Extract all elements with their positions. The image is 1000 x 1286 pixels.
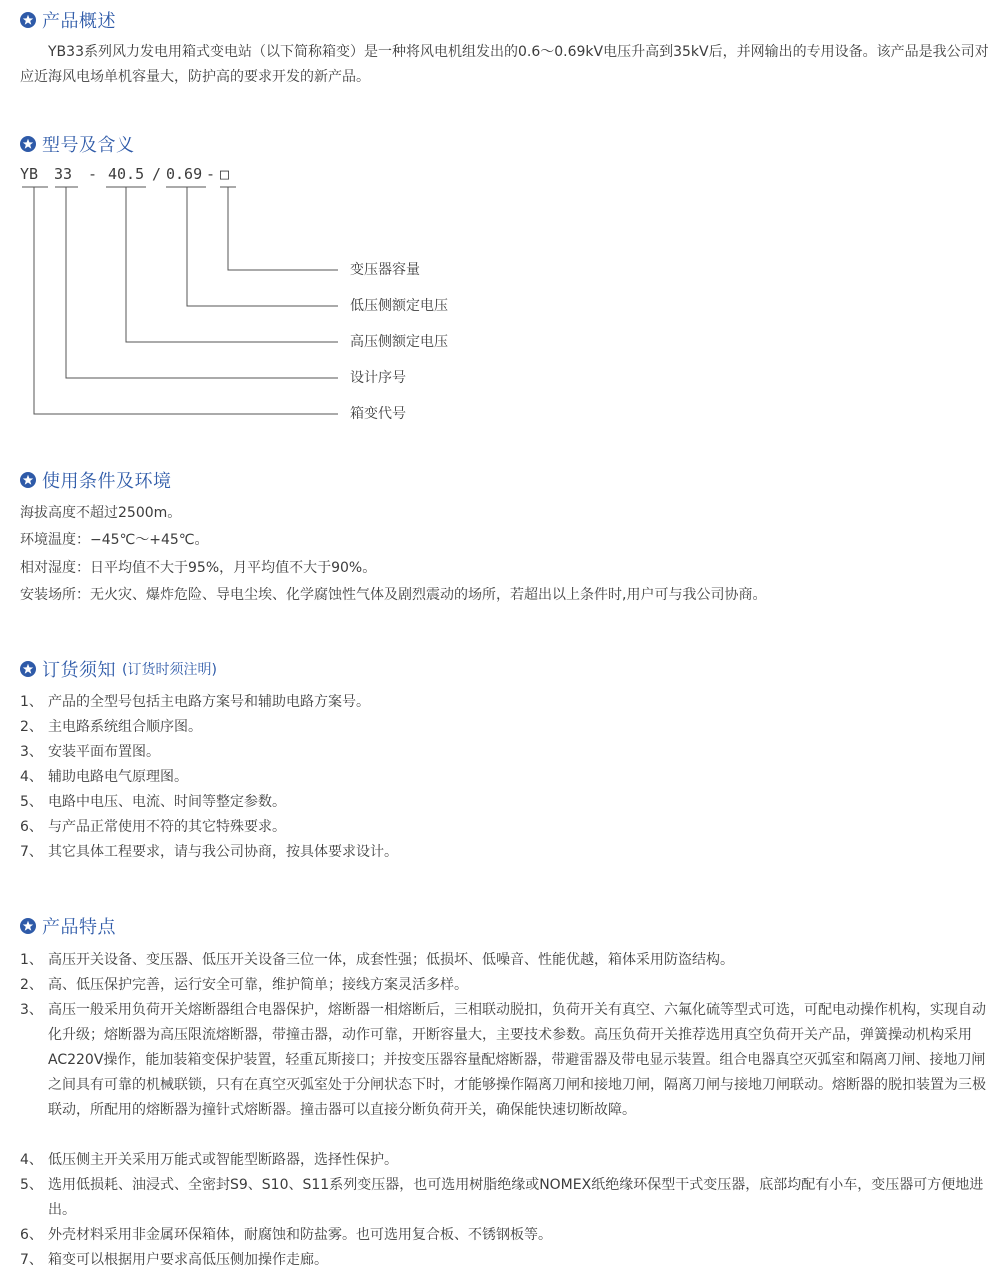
list-text: 辅助电路电气原理图。	[48, 769, 188, 785]
list-text: 其它具体工程要求，请与我公司协商，按具体要求设计。	[48, 844, 398, 860]
list-number: 3、	[20, 744, 43, 760]
condition-line: 相对湿度：日平均值不大于95%，月平均值不大于90%。	[20, 560, 377, 576]
legend-label: 箱变代号	[350, 406, 406, 422]
list-text: 电路中电压、电流、时间等整定参数。	[48, 794, 286, 810]
model-code-part: 33	[54, 165, 73, 183]
model-code-part: 40.5	[108, 165, 145, 183]
list-number: 1、	[20, 694, 43, 710]
list-item	[20, 740, 990, 765]
model-code-part: □	[220, 165, 230, 183]
list-number: 4、	[20, 769, 43, 785]
model-code-part: -	[88, 165, 98, 183]
list-number: 6、	[20, 819, 43, 835]
model-code-part: 0.69	[166, 165, 203, 183]
section-title: 产品特点	[42, 917, 116, 938]
list-text: 低压侧主开关采用万能式或智能型断路器，选择性保护。	[48, 1152, 398, 1168]
list-item	[20, 998, 990, 1123]
star-circle-icon	[20, 136, 36, 152]
list-text: 与产品正常使用不符的其它特殊要求。	[48, 819, 286, 835]
list-number: 5、	[20, 794, 43, 810]
overview-paragraph: YB33系列风力发电用箱式变电站（以下简称箱变）是一种将风电机组发出的0.6～0.69kV电压升高到35kV后，并网输出的专用设备。该产品是我公司对应近海风电场单机容量大，防护高的要求开发的新产品。	[20, 44, 989, 85]
list-text: 高压一般采用负荷开关熔断器组合电器保护，熔断器一相熔断后，三相联动脱扣，负荷开关有真空、六氟化硫等型式可选，可配电动操作机构，实现自动化升级；熔断器为高压限流熔断器，带撞击器，动作可靠，开断容量大，主要技术参数。高压负荷开关推荐选用真空负荷开关产品，弹簧操动机构采用AC220V操作，能加装箱变保护装置，轻重瓦斯接口；并按变压器容量配熔断器，带避雷器及带电显示装置。组合电器真空灭弧室和隔离刀闸、接地刀闸之间具有可靠的机械联锁，只有在真空灭弧室处于分闸状态下时，才能够操作隔离刀闸和接地刀闸，隔离刀闸与接地刀闸联动。熔断器的脱扣装置为三极联动，所配用的熔断器为撞针式熔断器。撞击器可以直接分断负荷开关，确保能快速切断故障。	[48, 1002, 986, 1118]
list-item	[20, 840, 990, 865]
list-text: 箱变可以根据用户要求高低压侧加操作走廊。	[48, 1252, 328, 1268]
list-item	[20, 765, 990, 790]
list-text: 选用低损耗、油浸式、全密封S9、S10、S11系列变压器，也可选用树脂绝缘或NOMEX纸绝缘环保型干式变压器，底部均配有小车，变压器可方便地进出。	[48, 1177, 984, 1218]
list-item	[20, 1223, 990, 1248]
section-header-conditions	[20, 466, 172, 494]
model-code-part: YB	[20, 165, 39, 183]
section-title: 订货须知	[42, 660, 116, 681]
legend-label: 设计序号	[350, 370, 406, 386]
section-header-overview	[20, 6, 116, 34]
section-title: 产品概述	[42, 11, 116, 32]
list-text: 高、低压保护完善，运行安全可靠，维护简单；接线方案灵活多样。	[48, 977, 468, 993]
list-text: 产品的全型号包括主电路方案号和辅助电路方案号。	[48, 694, 370, 710]
star-circle-icon	[20, 12, 36, 28]
legend-label: 变压器容量	[350, 262, 420, 278]
list-text: 安装平面布置图。	[48, 744, 160, 760]
condition-line: 安装场所：无火灾、爆炸危险、导电尘埃、化学腐蚀性气体及剧烈震动的场所，若超出以上条件时,用户可与我公司协商。	[20, 587, 767, 603]
list-text: 主电路系统组合顺序图。	[48, 719, 202, 735]
list-text: 外壳材料采用非金属环保箱体，耐腐蚀和防盐雾。也可选用复合板、不锈钢板等。	[48, 1227, 552, 1243]
star-circle-icon	[20, 918, 36, 934]
list-item	[20, 690, 990, 715]
list-item	[20, 1148, 990, 1173]
list-number: 5、	[20, 1177, 43, 1193]
condition-line: 环境温度：−45℃～+45℃。	[20, 532, 209, 548]
legend-label: 高压侧额定电压	[350, 334, 448, 350]
section-header-features	[20, 912, 116, 940]
section-title: 型号及含义	[42, 135, 135, 156]
list-number: 7、	[20, 1252, 43, 1268]
list-item	[20, 715, 990, 740]
list-item	[20, 1173, 990, 1223]
legend-label: 低压侧额定电压	[350, 298, 448, 314]
list-number: 2、	[20, 719, 43, 735]
section-subtitle: (订货时须注明)	[122, 662, 217, 678]
list-item	[20, 948, 990, 973]
list-number: 7、	[20, 844, 43, 860]
section-title: 使用条件及环境	[42, 471, 172, 492]
list-text: 高压开关设备、变压器、低压开关设备三位一体，成套性强；低损坏、低噪音、性能优越，箱体采用防盗结构。	[48, 952, 734, 968]
list-number: 6、	[20, 1227, 43, 1243]
section-header-ordering	[20, 655, 217, 683]
list-number: 2、	[20, 977, 43, 993]
list-number: 3、	[20, 1002, 43, 1018]
list-item	[20, 815, 990, 840]
list-number: 4、	[20, 1152, 43, 1168]
list-item	[20, 1248, 990, 1273]
list-item	[20, 973, 990, 998]
star-circle-icon	[20, 661, 36, 677]
list-item	[20, 790, 990, 815]
list-number: 1、	[20, 952, 43, 968]
model-code-part: -	[206, 165, 216, 183]
section-header-model	[20, 130, 135, 158]
condition-line: 海拔高度不超过2500m。	[20, 505, 182, 521]
star-circle-icon	[20, 472, 36, 488]
model-code-part: /	[152, 165, 162, 183]
